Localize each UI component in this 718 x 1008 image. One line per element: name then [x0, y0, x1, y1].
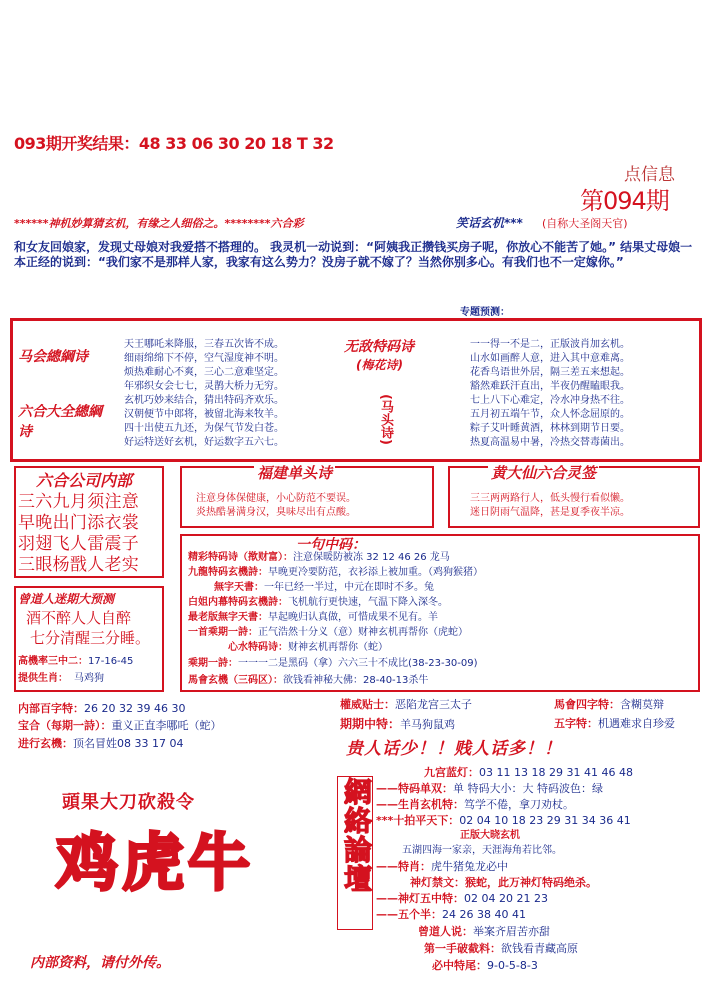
forum-value: 虎牛猪兔龙必中 [431, 860, 508, 873]
forum-label: 第一手破截料： [424, 942, 501, 955]
five-char-label: 五字特： [554, 717, 598, 730]
kill-title: 頭果大刀砍殺令 [62, 792, 195, 813]
issue-number: 第094期 [580, 187, 669, 215]
poem-line: 烦热难耐心不爽，三心二意难坚定。 [124, 367, 284, 378]
provider-label: 提供生肖： [18, 673, 68, 684]
huangdaxian-lines [470, 492, 630, 520]
forum-value: 笃学不倦，拿刀劝杖。 [464, 798, 574, 811]
poem-line: 细雨绵绵下不停，空气湿度神不明。 [124, 353, 284, 364]
row-label: 馬會玄機（三码区）： [188, 675, 283, 686]
top-strip-right-note: (自称大圣阁天官) [542, 217, 628, 230]
row-label: 乘期一詩： [188, 658, 238, 669]
huangdaxian-title: 黄大仙六合灵签 [488, 462, 599, 483]
fujian-title: 福建单头诗 [254, 462, 335, 483]
poem-line: 粽子艾叶睡黄酒，林林到期节日要。 [470, 423, 630, 434]
forum-value: 举案齐眉苦亦甜 [473, 925, 550, 938]
tips-value: 恶陷龙宫三太子 [395, 698, 472, 711]
every-period-label: 期期中特： [340, 717, 401, 731]
zhuan-label: 进行玄機： [18, 737, 73, 750]
poem-line: 一一得一不是二，正版波肖加玄机。 [470, 339, 630, 350]
row-value: 早起晚归认真做，可惜成果不见有。羊 [268, 612, 438, 623]
row-label: 心水特码诗： [228, 642, 288, 653]
forum-label: 必中特尾： [432, 959, 487, 972]
liuhe-internal-lines [18, 492, 139, 576]
left-poem-title-2: 六合大全總綱诗 [18, 404, 102, 440]
forum-value: 单 特码大小：大 特码波色：绿 [453, 782, 603, 795]
high-label: 高機率三中二： [18, 656, 88, 667]
kill-animals: 鸡虎牛 [56, 826, 255, 899]
forum-value: 猴蛇，此万神灯特码绝杀。 [465, 876, 597, 889]
poem-lines-left [124, 338, 284, 450]
fujian-line: 炎热酷暑满身汉，臭味尽出有点酸。 [196, 507, 356, 518]
forum-label: ——神灯五中特： [376, 892, 464, 905]
top-strip-right-label: 笑话玄机*** [456, 216, 523, 230]
forum-rows [376, 765, 633, 974]
forum-label: 曾道人说： [418, 925, 473, 938]
provider-value: 马鸡狗 [74, 673, 104, 684]
row-value: 注意保暖防被冻 32 12 46 26 龙马 [293, 552, 450, 563]
tips-label: 權威贴士： [340, 698, 395, 711]
poem-line: 五月初五端午节，众人怀念屈原的。 [470, 409, 630, 420]
forum-label: 九宫蓝灯： [424, 766, 479, 779]
beggar-line: 七分清醒三分睡。 [30, 629, 151, 647]
huangdaxian-line: 三三两两路行人，低头慢行看似懒。 [470, 493, 630, 504]
footer-note: 内部资料，请付外传。 [30, 955, 170, 971]
row-label: 九龍特码玄機詩： [188, 567, 268, 578]
left-poem-title-1: 马会總綱诗 [18, 349, 88, 365]
row-value: 一年已经一半过，中元在即时不多。兔 [264, 582, 434, 593]
joke-text: 和女友回娘家，发现丈母娘对我爱搭不搭理的。 我灵机一动说到：“阿姨我正攒钱买房子呢，你放心不能苦了她。” 结果丈母娘一本正经的说到：“我们家不是那样人家，我家有这么势力？没房子就不嫁了？当然你别多心。有我们也不一定嫁你。” [14, 240, 693, 269]
poem-line: 热夏高温易中暑，冷热交替毒菌出。 [470, 437, 630, 448]
yijuzhong-rows [188, 550, 483, 689]
internal-bao [18, 719, 222, 733]
row-label: 白姐内幕特码玄機詩： [188, 597, 288, 608]
beggar-provider [18, 672, 104, 685]
mid-poem-hint: (马头诗) [378, 394, 393, 445]
mid-poem-title: 无敌特码诗 [344, 339, 414, 355]
forum-label: ——生肖玄机特： [376, 798, 464, 811]
beggar-title: 曾道人迷期大预测 [18, 592, 115, 606]
bao-value: 重义正直李哪吒（蛇） [111, 719, 222, 732]
forum-value: 正版大晓玄机 [460, 830, 520, 841]
forum-label: ***十拍平天下： [376, 814, 460, 827]
fujian-lines [196, 492, 356, 520]
poem-line: 玄机巧妙来结合，猜出特码齐欢乐。 [124, 395, 284, 406]
poem-line: 花香鸟语世外居，隔三差五来想起。 [470, 367, 630, 378]
forum-value: 02 04 10 18 23 29 31 34 36 41 [459, 814, 631, 827]
row-label: 最老版無字天書： [188, 612, 268, 623]
row-label: 無字天書： [214, 582, 264, 593]
liuhe-line: 羽翅飞人雷震子 [18, 534, 140, 554]
four-char [554, 698, 664, 712]
row-label: 精彩特码诗（揿财富）： [188, 552, 293, 563]
forum-value: 9-0-5-8-3 [487, 959, 538, 972]
row-value: 早晚更冷要防范，衣衫添上被加重。（鸡狗猴猪） [268, 567, 483, 578]
liuhe-internal-title: 六合公司内部 [34, 468, 134, 491]
every-period [340, 717, 455, 732]
bai-value: 26 20 32 39 46 30 [84, 702, 186, 715]
special-forecast-label: 专题预测： [460, 307, 510, 318]
internal-bai [18, 702, 185, 716]
poem-lines-right [470, 338, 630, 450]
beggar-line: 酒不醉人人自醉 [26, 609, 132, 627]
top-strip-left: ******神机妙算猜玄机，有缘之人细俗之。********六合彩 [14, 217, 304, 230]
authority-tips [340, 698, 472, 712]
liuhe-line: 早晚出门添衣裳 [18, 513, 140, 533]
four-char-label: 馬會四字特： [554, 698, 620, 711]
forum-title-text: 網絡論壇 [340, 777, 373, 893]
row-value: 飞机航行更快速，气温下降入深冬。 [288, 597, 448, 608]
internal-zhuan [18, 737, 183, 751]
forum-label: ——特码单双： [376, 782, 453, 795]
forum-label: ——特肖： [376, 860, 431, 873]
poem-line: 山水如画醉人意，进入其中意难离。 [470, 353, 630, 364]
slogan: 贵人话少！！贱人话多！！ [346, 739, 562, 759]
high-value: 17-16-45 [88, 656, 134, 667]
forum-label: ——五个半： [376, 908, 442, 921]
bao-label: 宝合（每期一詩）： [18, 719, 112, 732]
fujian-line: 注意身体保健康，小心防范不要误。 [196, 493, 356, 504]
previous-result: 093期开奖结果：48 33 06 30 20 18 T 32 [14, 134, 334, 153]
row-value: 财神玄机再帮你（蛇） [288, 642, 388, 653]
liuhe-line: 三眼杨戬人老实 [18, 555, 140, 575]
five-char [554, 717, 675, 731]
poem-line: 四十出使五九还，为保气节发白苍。 [124, 423, 284, 434]
beggar-high [18, 655, 133, 668]
five-char-value: 机遇难求自珍爱 [598, 717, 675, 730]
forum-vertical-title [337, 776, 373, 930]
poem-line: 年邪织女会七七，灵鹊大桥力无穷。 [124, 381, 284, 392]
huangdaxian-line: 迷日阴雨气温降，甚是夏季夜半凉。 [470, 507, 630, 518]
row-value: 正气浩然十分义（意）财神玄机再帮你（虎蛇） [258, 627, 468, 638]
liuhe-line: 三六九月须注意 [18, 492, 140, 512]
forum-value: 欲钱看青藏高原 [501, 942, 578, 955]
forum-value: 24 26 38 40 41 [442, 908, 526, 921]
row-label: 一首乘期一詩： [188, 627, 258, 638]
poem-line: 七上八下心难定，冷水冲身热不往。 [470, 395, 630, 406]
forum-value: 五湖四海一家亲，天涯海角若比邻。 [402, 845, 562, 856]
four-char-value: 含糊莫辩 [620, 698, 664, 711]
poem-line: 豁然难跃汗直出，半夜仍醒瞌眼我。 [470, 381, 630, 392]
zhuan-value: 顶名冒姓08 33 17 04 [73, 737, 184, 750]
poem-line: 天王哪吒来降服，三春五次皆不成。 [124, 339, 284, 350]
poem-line: 好运特送好玄机，好运数字五六七。 [124, 437, 284, 448]
forum-value: 02 04 20 21 23 [464, 892, 548, 905]
beggar-lines [26, 608, 150, 648]
every-period-value: 羊马狗鼠鸡 [400, 718, 456, 731]
row-value: 一一一二是黑码（拿）六六三十不成比(38-23-30-09) [238, 658, 478, 669]
forum-label: 神灯禁文： [410, 876, 465, 889]
mid-poem-sub: (梅花诗) [356, 358, 403, 372]
info-corner: 点信息 [624, 165, 675, 185]
bai-label: 内部百字特： [18, 702, 84, 715]
poem-line: 汉朝便节中郎将，被留北海来牧羊。 [124, 409, 284, 420]
row-value: 欲钱看神秘大佛：28-40-13杀牛 [283, 675, 429, 686]
forum-value: 03 11 13 18 29 31 41 46 48 [479, 766, 633, 779]
yijuzhong-title: 一句中码： [296, 537, 366, 553]
